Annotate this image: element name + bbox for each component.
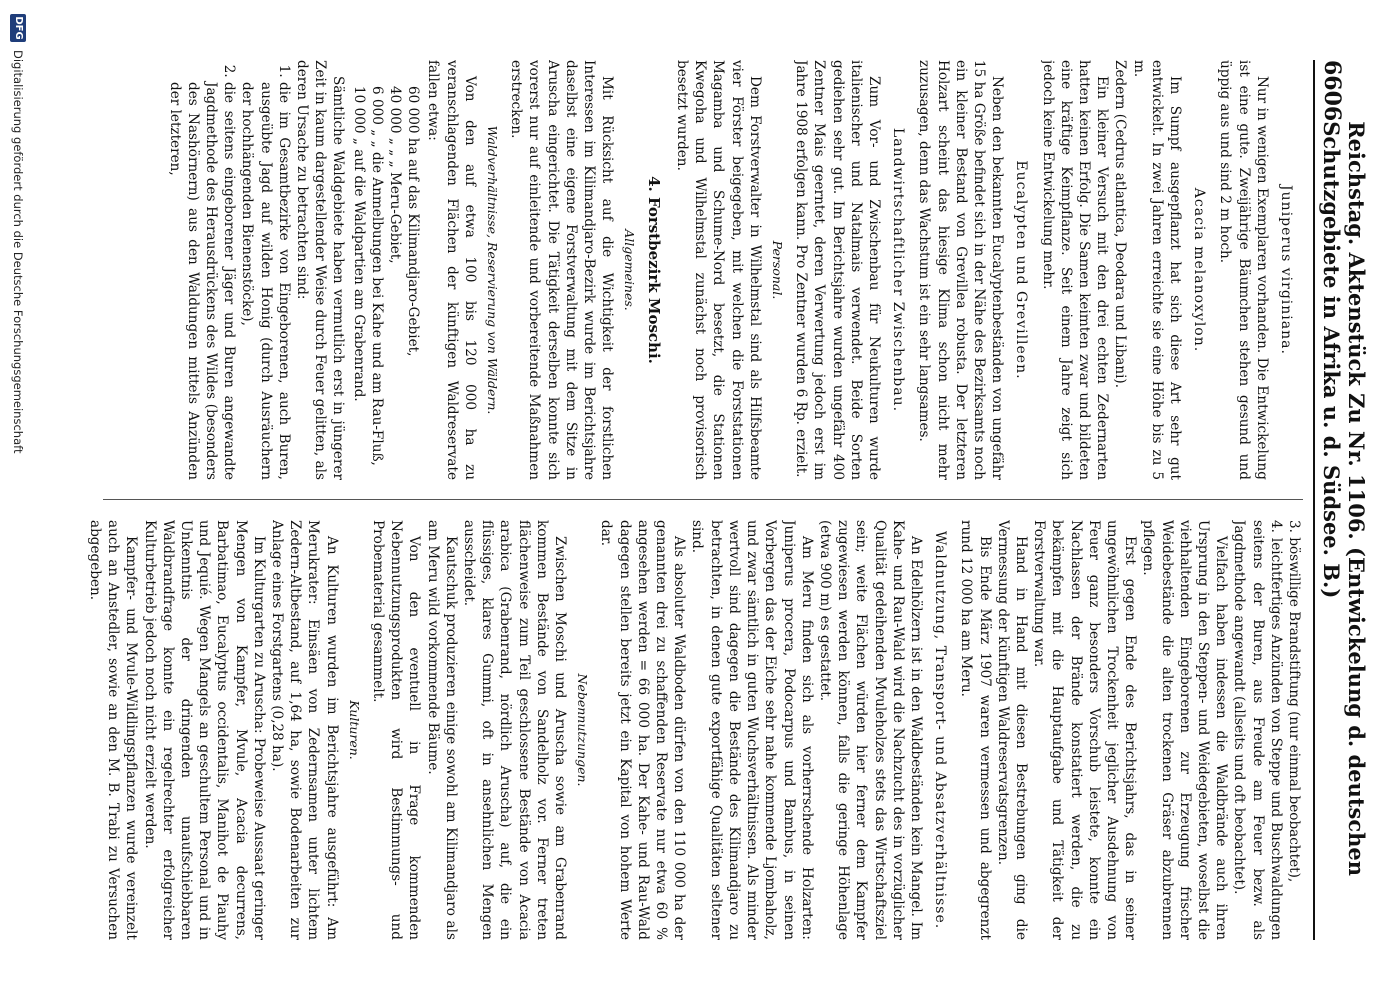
paragraph: Im Sumpf ausgepflanzt hat sich diese Art sehr gut entwickelt. In zwei Jahren erreichte sie eine Höhe bis zu 5 m. bbox=[1130, 60, 1183, 480]
paragraph: Hand in Hand mit diesen Bestrebungen ging die Vermessung der künftigen Waldreservatsgrenzen. bbox=[994, 520, 1029, 940]
paragraph: Dem Forstverwalter in Wilhelmstal sind als Hilfsbeamte vier Förster beigegeben, mit welchen die Forststationen Magamba und Schume-Nord besetzt, die Stationen Kwegoha und Wilhelmstal zunächst noch provisorisch besetzt wurden. bbox=[673, 60, 763, 480]
paragraph: Im Kulturgarten zu Aruscha: Probeweise Aussaat geringer Mengen von Kampfer, Mvule, Acacia decurrens, Barbatimao, Eucalyptus occidentalis, Manihot de Piauhy und Jequié. Wegen Mangels an geschultem Personal und in Unkenntnis der dringenden unaufschiebbaren Waldbrandfrage konnte ein regelrechter erfolgreicher Kulturbetrieb jedoch noch nicht erzielt werden. bbox=[141, 520, 267, 940]
paragraph: Mit Rücksicht auf die Wichtigkeit der forstlichen Interessen im Kilimandjaro-Bezirk wurde im Berichtsjahre daselbst eine eigene Forstverwaltung mit dem Sitze in Aruscha eingerichtet. Die Tätigkeit derselben konnte sich vorerst nur auf einleitende und vorbereitende Maßnahmen erstrecken. bbox=[508, 60, 616, 480]
section-heading: Landwirtschaftlicher Zwischenbau. bbox=[890, 127, 907, 413]
paragraph: Sämtliche Waldgebiete haben vermutlich erst in jüngerer Zeit in kaum dargestellender Weise durch Feuer gelitten, als deren Ursache zu betrachten sind: bbox=[294, 60, 347, 480]
dfg-logo-icon: DFG bbox=[10, 14, 26, 42]
list-item: 4. leichtfertiges Anzünden von Steppe und Buschwaldungen seitens der Buren, aus Freude am Feuer bezw. als Jagdmethode angewandt (allseits und oft beobachtet). bbox=[1231, 520, 1284, 940]
subsection-heading: Allgemeines. bbox=[622, 229, 638, 311]
section-heading: Eucalypten und Grevilleen. bbox=[1013, 160, 1030, 380]
paragraph: Nur in wenigen Exemplaren vorhanden. Die Entwickelung ist eine gute. Zweijährige Bäumchen stehen gesund und üppig aus und sind 2 m hoch. bbox=[1217, 60, 1270, 480]
page-number: 6606 bbox=[1319, 60, 1345, 122]
paragraph: Von den eventuell in Frage kommenden Nebennutzungsprodukten wird Bestimmungs- und Probematerial gesammelt. bbox=[370, 520, 423, 940]
header-title: Reichstag. Aktenstück Zu Nr. 1106. (Entwickelung d. deutschen Schutzgebiete in Afrika u. d. Südsee. B.) bbox=[1319, 121, 1369, 877]
paragraph: Am Meru finden sich als vorherrschende Holzarten: Juniperus procera, Podocarpus und Bambus, in seinen Vorbergen das der Eiche sehr nahe kommende Ljombaholz, und zwar sämtlich in guten Wuchsverhältnissen. Als minder wertvoll sind dagegen die Bestände des Kilimandjaro zu betrachten, in denen gute exportfähige Qualitäten seltener sind. bbox=[689, 520, 815, 940]
list-item: 3. böswillige Brandstiftung (nur einmal beobachtet), bbox=[1286, 520, 1302, 883]
cause-list bbox=[165, 60, 292, 480]
area-row: 60 000 ha auf das Kilimandjaro-Gebiet, bbox=[405, 86, 422, 357]
paragraph: Neben den bekannten Eucalyptenbeständen von ungefähr 15 ha Größe befindet sich in der Nähe des Bezirksamts noch ein kleiner Bestand von Grevillea robusta. Der letzteren Holzart scheint das hiesige Klima schon nicht mehr zuzusagen, denn das Wachstum ist ein sehr langsames. bbox=[916, 60, 1006, 480]
paragraph: Von den auf etwa 100 bis 120 000 ha zu veranschlagenden Flächen der künftigen Waldreservate fallen etwa: bbox=[425, 60, 478, 480]
left-column bbox=[73, 60, 1303, 480]
page-header bbox=[1313, 60, 1369, 940]
paragraph: Zum Vor- und Zwischenbau für Neukulturen wurde italienischer und Natalmais verwendet. Beide Sorten gediehen sehr gut. Im Berichtsjahre wurden ungefähr 400 Zentner Mais geerntet, deren Verwertung jedoch erst im Jahre 1908 erfolgen kann. Pro Zentner wurden 6 Rp. erzielt. bbox=[793, 60, 882, 480]
paragraph: Zwischen Moschi und Aruscha sowie am Grabenrand kommen Bestände von Sandelholz vor. Ferner treten flächenweise zum Teil geschlossene Bestände von Acacia arabica (Grabenrand, nördlich Aruscha) auf, die ein flüssiges, klares Gummi, oft in ansehnlichen Mengen ausscheidet. bbox=[461, 520, 569, 940]
subsection-heading: Kulturen. bbox=[346, 700, 362, 760]
right-column bbox=[73, 520, 1303, 940]
paragraph: Ein kleiner Versuch mit den drei echten Zedernarten hatten keinen Erfolg. Die Samen keimten zwar und bildeten eine kräftige Keimpflanze. Seit einem Jahre zeigt sich jedoch keine Entwickelung mehr. bbox=[1039, 60, 1111, 480]
column-divider bbox=[103, 499, 1303, 500]
paragraph: An Kulturen wurden im Berichtsjahre ausgeführt: Am Merukrater: Einsäen von Zedernsamen unter lichtem Zedern-Altbestand, auf 1,64 ha, sowie Bodenarbeiten zur Anlage eines Forstgartens (0,28 ha). bbox=[269, 520, 340, 940]
footer-text: Digitalisierung gefördert durch die Deutsche Forschungsgemeinschaft bbox=[11, 50, 25, 454]
subsection-heading: Personal. bbox=[769, 240, 785, 300]
section-heading: Juniperus virginiana. bbox=[1278, 185, 1294, 355]
paragraph: Kautschuk produzieren einige sowohl am Kilimandjaro als am Meru wild vorkommende Bäume. bbox=[424, 520, 459, 940]
list-item: 1. die im Gesamtbezirke von Eingeborenen, auch Buren, ausgeübte Jagd auf wilden Honig (durch Ausräuchern der hochhängenden Bienenstöcke), bbox=[238, 82, 293, 480]
area-row: 10 000 „ auf die Waldpartien am Grabenrand. bbox=[350, 86, 367, 402]
paragraph: Vielfach haben indessen die Waldbrände auch ihren Ursprung in den Steppen- und Weidegebieten, woselbst die viehhaltenden Eingeborenen zur Erzeugung frischer Weidebestände die alten trockenen Gräser abzubrennen pflegen. bbox=[1140, 520, 1230, 940]
paragraph: Erst gegen Ende des Berichtsjahrs, das in seiner ungewöhnlichen Trockenheit jeglicher Ausdehnung von Feuer ganz besonders Vorschub leistete, konnte ein Nachlassen der Brände konstatiert werden, die zu bekämpfen mit die Hauptaufgabe und Tätigkeit der Forstverwaltung war. bbox=[1031, 520, 1139, 940]
area-table bbox=[349, 86, 422, 480]
digitization-footer bbox=[6, 0, 30, 1000]
area-row: 40 000 „ „ „ Meru-Gebiet, bbox=[387, 86, 404, 264]
district-heading: 4. Forstbezirk Moschi. bbox=[644, 176, 663, 364]
subsection-heading: Nebennutzungen. bbox=[575, 673, 591, 787]
section-heading: Waldnutzung, Transport- und Absatzverhältnisse. bbox=[932, 530, 949, 930]
list-item: 2. die seitens eingeborener Jäger und Buren angewandte Jagdmethode des Herausdrückens des Wildes (besonders des Nashörnern) aus den Waldungen mittels Anzünden der letzteren, bbox=[165, 82, 238, 480]
paragraph: Zedern (Cedrus atlantica, Deodara und Libani). bbox=[1112, 60, 1129, 389]
section-heading: Acacia melanoxylon. bbox=[1191, 187, 1208, 353]
paragraph: An Edelhölzern ist in den Waldbeständen kein Mangel. Im Kahe- und Rau-Wald wird die Nachzucht des in vorzüglicher Qualität gedeihenden Mvuleholzes stets das Wirtschaftsziel sein; weite Flächen würden hier ferner dem Kampfer zugewiesen werden können, falls die geringe Höhenlage (etwa 900 m) es gestattet. bbox=[816, 520, 924, 940]
subsection-heading: Waldverhältnisse, Reservierung von Wäldern. bbox=[485, 125, 501, 415]
paragraph: Kampfer- und Mvule-Wildlingspflanzen wurde vereinzelt auch an Anstedler, sowie an den M. B. Trabi zu Versuchen abgegeben. bbox=[87, 520, 140, 940]
area-row: 6 000 „ „ die Anmelbungen bei Kahe und am Rau-Fluß, bbox=[368, 86, 385, 466]
paragraph: Bis Ende März 1907 waren vermessen und abgegrenzt rund 12 000 ha am Meru. bbox=[958, 520, 993, 940]
paragraph: Als absoluter Waldboden dürfen von den 110 000 ha der genannten drei zu schaffenden Reservate nur etwa 60 % angesehen werden = 66 000 ha. Der Kahe- und Rau-Wald dagegen stellen bereits jetzt ein Kapital von hohem Werte dar. bbox=[598, 520, 688, 940]
